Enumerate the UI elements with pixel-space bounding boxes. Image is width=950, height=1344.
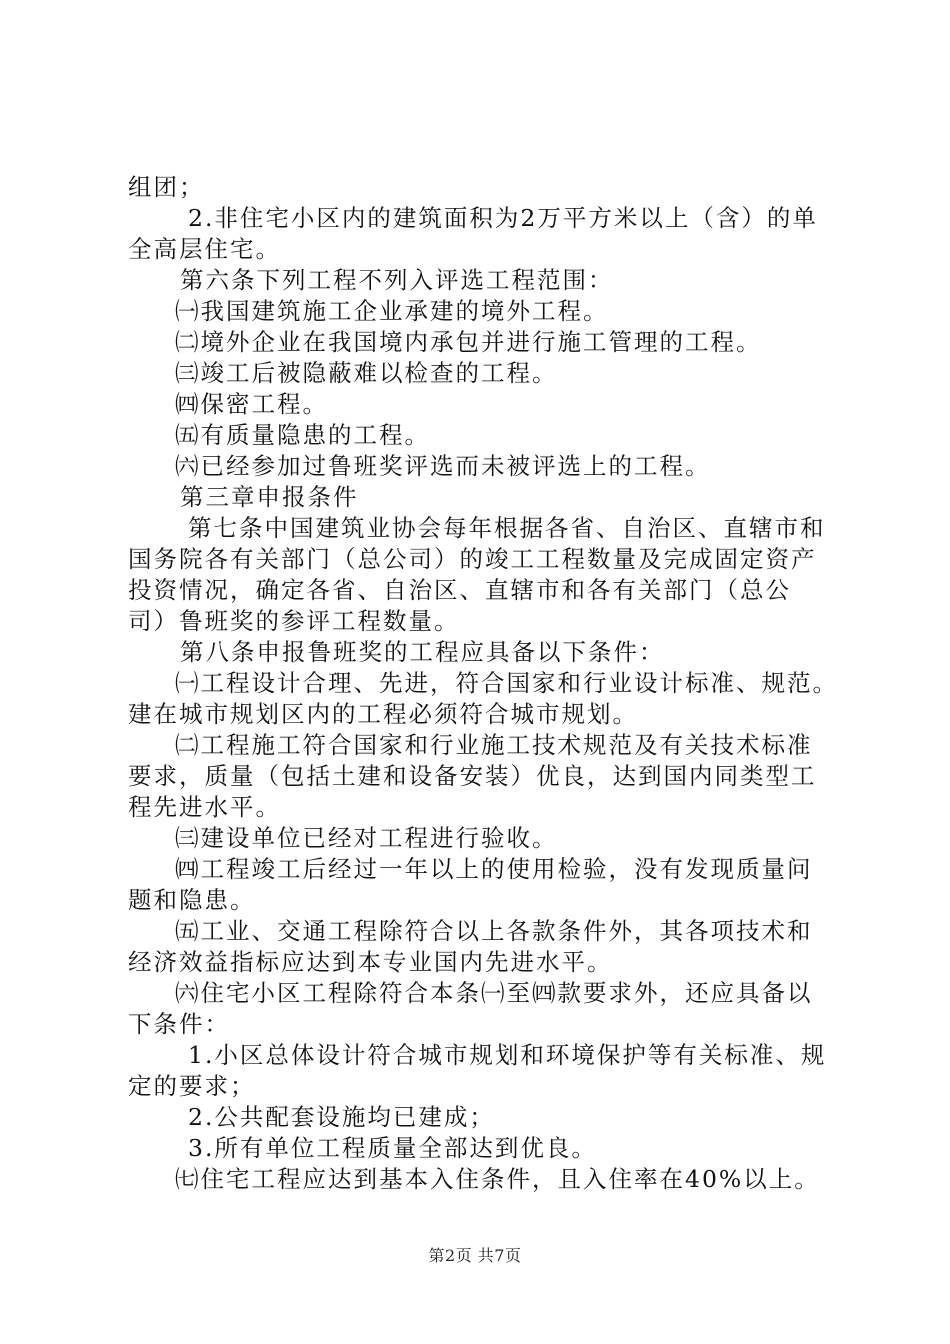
- list-item: ㈦住宅工程应达到基本入住条件，且入住率在40%以上。: [175, 1165, 820, 1193]
- text-line: 程先进水平。: [128, 793, 281, 821]
- list-item: 2.公共配套设施均已建成；: [188, 1103, 495, 1131]
- text-line: 建在城市规划区内的工程必须符合城市规划。: [128, 700, 638, 728]
- list-item: ㈥已经参加过鲁班奖评选而未被评选上的工程。: [175, 452, 711, 480]
- page-footer: [0, 1243, 950, 1266]
- section-heading: 第八条申报鲁班奖的工程应具备以下条件：: [180, 638, 665, 666]
- list-item: ㈤有质量隐患的工程。: [175, 421, 430, 449]
- text-line: 第七条中国建筑业协会每年根据各省、自治区、直辖市和: [188, 514, 826, 542]
- list-item: ㈤工业、交通工程除符合以上各款条件外，其各项技术和: [175, 917, 813, 945]
- text-line: 题和隐患。: [128, 886, 256, 914]
- list-item: ㈡境外企业在我国境内承包并进行施工管理的工程。: [175, 328, 762, 356]
- text-line: 国务院各有关部门（总公司）的竣工工程数量及完成固定资产: [128, 545, 817, 573]
- list-item: ㈣工程竣工后经过一年以上的使用检验，没有发现质量问: [175, 855, 813, 883]
- text-line: 定的要求；: [128, 1072, 256, 1100]
- chapter-heading: 第三章申报条件: [180, 483, 359, 511]
- list-item: 1.小区总体设计符合城市规划和环境保护等有关标准、规: [188, 1041, 827, 1069]
- list-item: ㈠我国建筑施工企业承建的境外工程。: [175, 297, 609, 325]
- text-line: 全高层住宅。: [128, 235, 281, 263]
- text-line: 组团；: [128, 173, 205, 201]
- list-item: ㈥住宅小区工程除符合本条㈠至㈣款要求外，还应具备以: [175, 979, 813, 1007]
- list-item: 3.所有单位工程质量全部达到优良。: [188, 1134, 597, 1162]
- list-item: ㈣保密工程。: [175, 390, 328, 418]
- section-heading: 第六条下列工程不列入评选工程范围：: [180, 266, 614, 294]
- text-line: 投资情况，确定各省、自治区、直辖市和各有关部门（总公: [128, 576, 791, 604]
- text-line: 下条件：: [128, 1010, 230, 1038]
- text-line: 要求，质量（包括土建和设备安装）优良，达到国内同类型工: [128, 762, 817, 790]
- text-line: 司）鲁班奖的参评工程数量。: [128, 607, 460, 635]
- list-item: ㈡工程施工符合国家和行业施工技术规范及有关技术标准: [175, 731, 813, 759]
- text-line: 经济效益指标应达到本专业国内先进水平。: [128, 948, 613, 976]
- list-item: ㈠工程设计合理、先进，符合国家和行业设计标准、规范。: [175, 669, 838, 697]
- text-line: 2.非住宅小区内的建筑面积为2万平方米以上（含）的单: [188, 204, 818, 232]
- page-number: 第2页 共7页: [428, 1246, 522, 1265]
- list-item: ㈢建设单位已经对工程进行验收。: [175, 824, 558, 852]
- document-body: [128, 172, 840, 1195]
- list-item: ㈢竣工后被隐蔽难以检查的工程。: [175, 359, 558, 387]
